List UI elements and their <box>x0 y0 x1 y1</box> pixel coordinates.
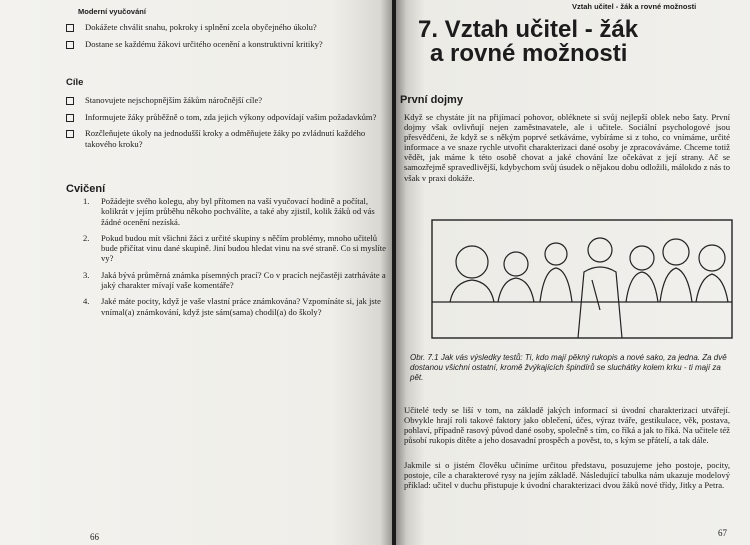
student-1-head <box>456 246 488 278</box>
checklist-item: Informujete žáky průběžně o tom, zda jejich výkony odpovídají vašim požadavkům? <box>66 112 386 123</box>
student-5-head <box>663 239 689 265</box>
paragraph-factors: Učitelé tedy se liší v tom, na základě jakých informací si úvodní charakterizaci utvářejí. Obvykle hrají roli takové faktory jako oblečení, účes, výraz tváře, gestikulace, věk, postava, pohlaví, případně rasový původ dané osoby, společně s tím, co říká a jak to říká. Na učitele též působí rukopis dítěte a jeho dosavadní prospěch a pověst, to, s kým se přátelí, a tak dále. <box>404 405 730 446</box>
student-2-head <box>504 252 528 276</box>
running-head-left: Moderní vyučování <box>78 7 146 16</box>
checklist-item: Stanovujete nejschopnějším žákům náročnější cíle? <box>66 95 386 106</box>
illustration-caption: Obr. 7.1 Jak vás výsledky testů: Ti, kdo mají pěkný rukopis a nové sako, za jedna. Za dvě dostanou všichni ostatní, kromě žvýkajících špindírů se sluchátky kolem krku - ti mají za pět. <box>410 353 727 382</box>
checklist-item: Dostane se každému žákovi určitého ocenění a konstruktivní kritiky? <box>66 39 386 50</box>
student-3-body <box>540 268 572 302</box>
student-5-body <box>660 268 692 302</box>
chapter-title: 7. Vztah učitel - žák a rovné možnosti <box>418 16 639 67</box>
student-3-head <box>545 243 567 265</box>
checklist-item: Dokážete chválit snahu, pokroky i splnění zcela obyčejného úkolu? <box>66 22 386 33</box>
student-6-head <box>699 245 725 271</box>
checklist-item: Rozčleňujete úkoly na jednodušší kroky a odměňujete žáky po zvládnutí každého takového kroku? <box>66 128 386 149</box>
illustration-frame <box>432 220 732 338</box>
teacher-tie <box>592 280 600 310</box>
goals-heading: Cíle <box>66 77 84 88</box>
checkbox-icon <box>66 130 74 138</box>
exercise-item: 1. Požádejte svého kolegu, aby byl přítomen na vaší vyučovací hodině a počítal, kolikrát v jejím průběhu někoho pochválíte, a také aby zjistil, kolik žáků od vás žádné ocenění nezíská. <box>83 196 375 227</box>
exercise-list <box>83 196 388 323</box>
exercises-heading: Cvičení <box>66 183 106 195</box>
teacher-head <box>588 238 612 262</box>
running-head-right: Vztah učitel - žák a rovné možnosti <box>572 2 697 11</box>
student-4-head <box>630 246 654 270</box>
paragraph-impression: Jakmile si o jistém člověku učiníme určitou představu, posuzujeme jeho postoje, pocity, postoje, cíle a charakterové rysy na jejím základě. Následující tabulka nám ukazuje modelový příklad: učitel v duchu přistupuje k úvodní charakterizaci dvou žáků nové třídy, Jitky a Petra. <box>404 460 730 491</box>
exercise-item: 4. Jaké máte pocity, když je vaše vlastní práce známkována? Vzpomínáte si, jak jste vnímal(a) známkování, když jste sám(sama) chodil(a) do školy? <box>83 296 381 317</box>
paragraph-intro: Když se chystáte jít na přijímací pohovor, obléknete si svůj nejlepší oblek nebo šaty. První dojmy však ovlivňují nejen zaměstnavatele, ale i učitele. Sociální psychologové jsou přesvědčeni, že když se s někým poprvé setkáváme, vybíráme si z toho, co vnímáme, určité informace a ve snaze rychle utvořit charakterizaci dané osoby je zpracováváme. Chceme totiž vědět, jak máme k této osobě chovat a jaké chování lze očekávat z její strany. Ač se samozřejmě spravedlivější, kdybychom svůj úsudek o nějakou dobu odložili, málokdo z nás to však v praxi dokáže. <box>404 112 730 183</box>
page-number-right: 67 <box>718 528 727 538</box>
section-subheading: První dojmy <box>400 94 463 106</box>
goals-list <box>66 95 386 155</box>
classroom-illustration <box>424 210 742 348</box>
student-6-body <box>696 274 728 302</box>
student-2-body <box>498 278 534 302</box>
page-number-left: 66 <box>90 532 99 542</box>
exercise-item: 3. Jaká bývá průměrná známka písemných prací? Co v pracích nejčastěji zatrháváte a jaký charakter mívají vaše komentáře? <box>83 269 386 291</box>
intro-bullets <box>66 22 386 55</box>
checkbox-icon <box>66 24 74 32</box>
checkbox-icon <box>66 97 74 105</box>
checkbox-icon <box>66 114 74 122</box>
student-4-body <box>626 272 658 302</box>
checkbox-icon <box>66 41 74 49</box>
student-1-body <box>450 280 494 302</box>
exercise-item: 2. Pokud budou mít všichni žáci z určité skupiny s něčím problémy, mnoho učitelů bude přičítat vinu dané skupině. Jiní budou hledat vinu na své straně. Co si myslíte vy? <box>83 232 386 264</box>
